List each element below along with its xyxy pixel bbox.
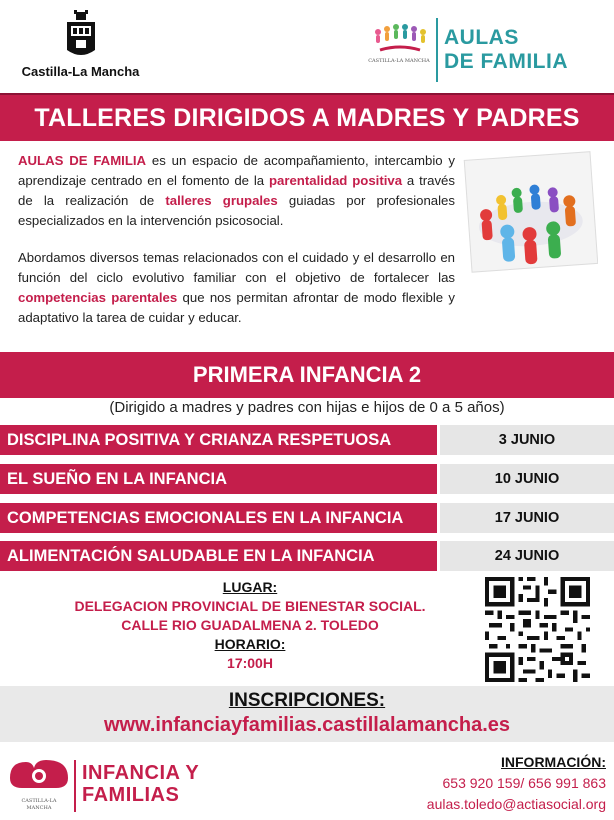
header [0,0,614,90]
highlight-competencias: competencias parentales [18,290,178,305]
contact-info [427,752,606,815]
info-label: INFORMACIÓN: [501,754,606,770]
footer-logo-divider [74,760,76,812]
logo-divider [436,18,438,82]
program-note: (Dirigido a madres y padres con hijas e hijos de 0 a 5 años) [109,399,505,416]
session-date: 3 JUNIO [440,425,614,455]
session-row [0,503,614,533]
infancia-logo-mark-icon [6,756,72,796]
time-label: HORARIO: [214,636,286,652]
aulas-small-text: CASTILLA-LA MANCHA [368,58,430,64]
intro-text-segment: Abordamos diversos temas relacionados con el cuidado y el desarrollo en función del ciclo evolutivo familiar con el objetivo de fortalecer las [18,250,455,285]
session-row [0,425,614,455]
intro-text-segment: es un espacio de acompañamiento, intercambio y aprendizaje centrado en el fomento de la [18,153,455,188]
infancia-logo-text [82,762,199,806]
program-title: PRIMERA INFANCIA 2 [192,362,422,387]
session-date: 17 JUNIO [440,503,614,533]
venue-info [0,578,500,673]
highlight-talleres: talleres grupales [165,193,278,208]
highlight-parentalidad: parentalidad positiva [268,173,403,188]
qr-code-icon[interactable] [485,577,590,682]
infancia-logo-line2: FAMILIAS [82,784,180,806]
castilla-la-mancha-label: Castilla-La Mancha [21,64,140,79]
session-date: 24 JUNIO [440,541,614,571]
registration-band [0,686,614,742]
intro-paragraph-2 [18,248,455,328]
phone-numbers[interactable]: 653 920 159/ 656 991 863 [442,775,606,791]
aulas-logo-line1: AULAS [444,26,519,49]
intro-text-segment: que nos permitan afrontar de modo flexible y adaptativo la tarea de cuidar y educar. [18,290,455,325]
contact-email[interactable]: aulas.toledo@actiasocial.org [426,796,606,812]
aulas-de-familia-logo [368,14,598,84]
registration-link[interactable]: www.infanciayfamilias.castillalamancha.es [103,714,511,736]
brand-highlight: AULAS DE FAMILIA [18,153,147,168]
place-line-1: DELEGACION PROVINCIAL DE BIENESTAR SOCIAL. [74,598,426,614]
family-figures-icon [370,18,430,58]
session-row [0,541,614,571]
intro-text [18,151,455,345]
infancia-logo-small-text: CASTILLA-LA MANCHA [21,798,57,811]
session-name: COMPETENCIAS EMOCIONALES EN LA INFANCIA [0,503,437,533]
infancia-y-familias-logo [6,752,226,818]
aulas-logo-line2: DE FAMILIA [444,50,568,73]
page-title: TALLERES DIRIGIDOS A MADRES Y PADRES [34,103,580,132]
session-name: ALIMENTACIÓN SALUDABLE EN LA INFANCIA [0,541,437,571]
registration-label: INSCRIPCIONES: [228,690,386,711]
intro-paragraph-1 [18,151,455,231]
program-banner [0,352,614,398]
intro-text-segment: guiadas por profesionales especializados en la intervención psicosocial. [18,193,455,228]
session-name: DISCIPLINA POSITIVA Y CRIANZA RESPETUOSA [0,425,437,455]
place-label: LUGAR: [222,579,278,595]
place-line-2: CALLE RIO GUADALMENA 2. TOLEDO [121,617,379,633]
aulas-logo-text [444,26,568,74]
session-row [0,464,614,494]
intro-text-segment: a través de la realización de [18,173,455,208]
time-value: 17:00H [227,655,273,671]
title-banner [0,93,614,141]
session-date: 10 JUNIO [440,464,614,494]
castilla-la-mancha-logo [18,10,143,86]
figures-photo [462,150,598,275]
session-name: EL SUEÑO EN LA INFANCIA [0,464,437,494]
infancia-logo-line1: INFANCIA Y [82,762,200,784]
castle-crest-icon [61,10,101,60]
